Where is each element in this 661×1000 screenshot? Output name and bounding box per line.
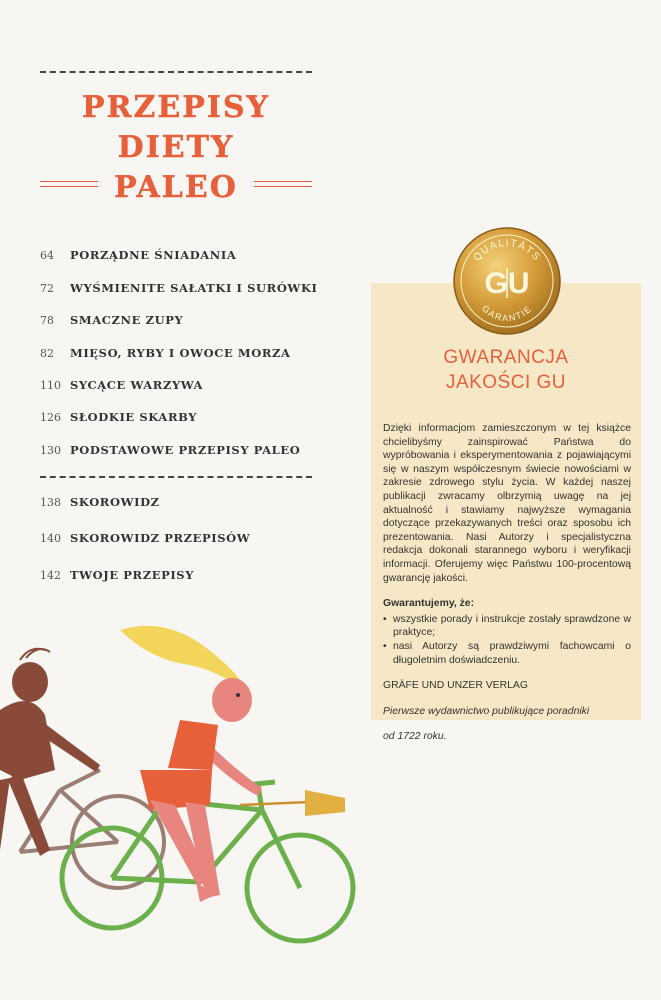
guarantee-title-line-1: GWARANCJA xyxy=(443,347,569,368)
toc-item[interactable] xyxy=(40,491,160,511)
quality-seal-icon xyxy=(452,226,562,336)
toc-page-number: 78 xyxy=(40,314,54,327)
middle-dashed-rule xyxy=(40,476,312,478)
toc-item[interactable] xyxy=(40,309,183,329)
title-line-3: PALEO xyxy=(114,170,238,205)
toc-item[interactable] xyxy=(40,277,318,297)
toc-label: SKOROWIDZ PRZEPISÓW xyxy=(70,531,251,545)
toc-page-number: 138 xyxy=(40,496,61,509)
guarantee-title-line-2: JAKOŚCI GU xyxy=(445,372,567,393)
guarantee-list xyxy=(383,613,631,667)
back-rider-hair-icon xyxy=(20,649,50,660)
seal-bottom-text: GARANTIE xyxy=(479,303,535,324)
publisher-tagline-1: Pierwsze wydawnictwo publikujące poradniki xyxy=(383,705,590,717)
toc-page-number: 72 xyxy=(40,282,54,295)
toc-page-number: 140 xyxy=(40,532,61,545)
toc-label: PORZĄDNE ŚNIADANIA xyxy=(70,248,237,262)
back-rider-icon xyxy=(0,662,100,856)
toc-item[interactable] xyxy=(40,374,203,394)
toc-label: MIĘSO, RYBY I OWOCE MORZA xyxy=(70,346,291,360)
toc-page-number: 126 xyxy=(40,411,61,424)
top-dashed-rule xyxy=(40,71,312,73)
toc-label: SKOROWIDZ xyxy=(70,495,160,509)
cyclists-illustration xyxy=(0,620,380,960)
guarantee-body xyxy=(383,422,631,756)
list-item: • wszystkie porady i instrukcje zostały sprawdzone w praktyce; xyxy=(383,613,631,640)
seal-logo-text: GU xyxy=(484,267,530,300)
front-rider-icon xyxy=(120,626,262,902)
toc-item[interactable] xyxy=(40,406,197,426)
toc-label: SŁODKIE SKARBY xyxy=(70,410,198,424)
toc-item[interactable] xyxy=(40,439,300,459)
title-line-2: DIETY xyxy=(117,130,235,165)
publisher-tagline-2: od 1722 roku. xyxy=(383,731,447,743)
title-line-1: PRZEPISY xyxy=(82,90,270,125)
toc-page-number: 110 xyxy=(40,379,61,392)
toc-item[interactable] xyxy=(40,527,250,547)
toc-item[interactable] xyxy=(40,564,194,584)
seal-top-text: QUALITÄTS xyxy=(471,237,543,264)
toc-label: SMACZNE ZUPY xyxy=(70,313,184,327)
list-item: • nasi Autorzy są prawdziwymi fachowcami o długoletnim doświadczeniu. xyxy=(383,640,631,667)
guarantee-paragraph: Dzięki informacjom zamieszczonym w tej książce chcielibyśmy zainspirować Państwa do wypróbowania i eksperymentowania z pojawiającymi się w naszym współczesnym świecie nowościami w zakresie zdrowego stylu życia. W każdej naszej publikacji zwracamy olbrzymią uwagę na jej aktualność i stawiamy najwyższe wymagania dotyczące przekazywanych treści oraz sposobu ich prezentowania. Nasi Autorzy i specjalistyczna redakcja dokonali starannego wyboru i weryfikacji informacji. Oferujemy więc Państwu 100-procentową gwarancję jakości. xyxy=(383,423,631,584)
guarantee-title xyxy=(371,345,641,395)
toc-page-number: 142 xyxy=(40,569,61,582)
toc-page-number: 82 xyxy=(40,347,54,360)
title-rule-left xyxy=(40,181,98,187)
toc-item[interactable] xyxy=(40,244,236,264)
toc-item[interactable] xyxy=(40,342,291,362)
toc-label: SYCĄCE WARZYWA xyxy=(70,378,204,392)
toc-label: PODSTAWOWE PRZEPISY PALEO xyxy=(70,443,301,457)
toc-label: WYŚMIENITE SAŁATKI I SURÓWKI xyxy=(70,281,318,295)
title-rule-right xyxy=(254,181,312,187)
guarantee-heading: Gwarantujemy, że: xyxy=(383,598,475,610)
toc-page-number: 130 xyxy=(40,444,61,457)
toc-label: TWOJE PRZEPISY xyxy=(70,568,195,582)
publisher-name: GRÄFE UND UNZER VERLAG xyxy=(383,680,528,692)
toc-page-number: 64 xyxy=(40,249,54,262)
page-title xyxy=(40,88,312,208)
